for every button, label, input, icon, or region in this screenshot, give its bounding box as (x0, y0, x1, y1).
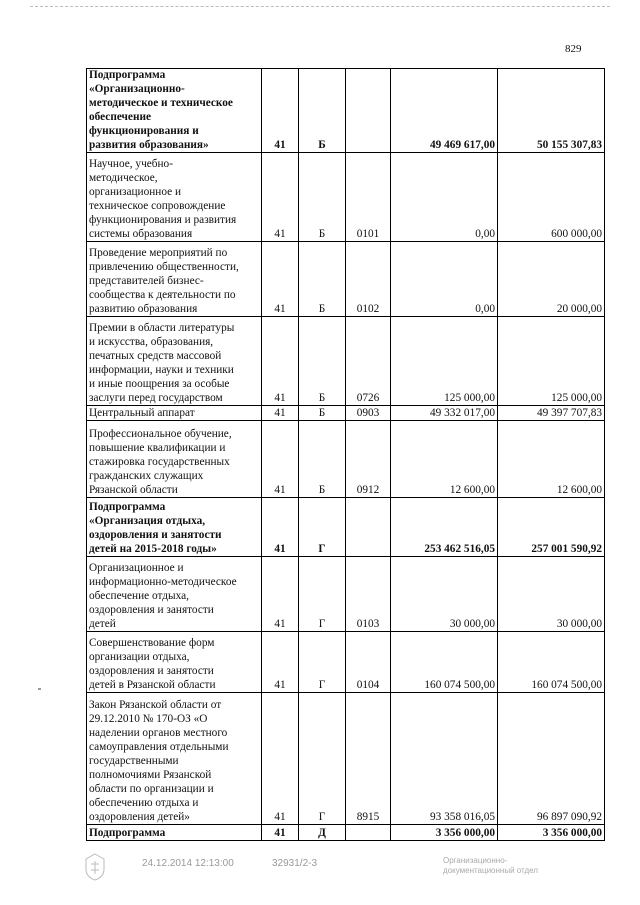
row-item-code: 0912 (346, 421, 391, 498)
table-row (87, 421, 605, 498)
row-name: Подпрограмма (87, 825, 262, 841)
row-section: Б (299, 153, 346, 242)
row-name: Организационное и информационно-методическое обеспечение отдыха, оздоровления и занятости детей (87, 557, 262, 632)
budget-table-body (87, 69, 605, 841)
row-item-code: 0103 (346, 557, 391, 632)
row-code: 41 (262, 317, 299, 406)
row-code: 41 (262, 69, 299, 153)
row-amount-1: 49 469 617,00 (391, 69, 498, 153)
row-amount-2: 20 000,00 (498, 242, 605, 317)
row-amount-2: 257 001 590,92 (498, 498, 605, 557)
page-footer (0, 856, 640, 896)
footer-date: 24.12.2014 12:13:00 (142, 858, 234, 869)
table-row (87, 557, 605, 632)
row-code: 41 (262, 693, 299, 825)
table-row (87, 498, 605, 557)
row-amount-1: 49 332 017,00 (391, 406, 498, 421)
row-amount-1: 12 600,00 (391, 421, 498, 498)
table-row (87, 825, 605, 841)
row-item-code (346, 825, 391, 841)
row-code: 41 (262, 498, 299, 557)
table-row (87, 693, 605, 825)
row-amount-2: 3 356 000,00 (498, 825, 605, 841)
row-name: Подпрограмма «Организация отдыха, оздоровления и занятости детей на 2015-2018 годы» (87, 498, 262, 557)
row-code: 41 (262, 557, 299, 632)
table-row (87, 242, 605, 317)
row-item-code: 0102 (346, 242, 391, 317)
row-amount-2: 49 397 707,83 (498, 406, 605, 421)
coat-of-arms-icon (82, 852, 108, 882)
table-row (87, 153, 605, 242)
row-amount-2: 125 000,00 (498, 317, 605, 406)
row-section: Д (299, 825, 346, 841)
footer-doc-number: 32931/2-3 (272, 858, 318, 869)
row-amount-1: 93 358 016,05 (391, 693, 498, 825)
row-name: Проведение мероприятий по привлечению общественности, представителей бизнес- сообщества к деятельности по развитию образования (87, 242, 262, 317)
row-section: Г (299, 693, 346, 825)
row-section: Г (299, 632, 346, 693)
row-amount-1: 0,00 (391, 242, 498, 317)
row-item-code: 0101 (346, 153, 391, 242)
row-amount-1: 0,00 (391, 153, 498, 242)
row-section: Б (299, 242, 346, 317)
page-number: 829 (565, 43, 582, 55)
row-section: Б (299, 421, 346, 498)
row-section: Б (299, 69, 346, 153)
row-name: Закон Рязанской области от 29.12.2010 № 170-ОЗ «О наделении органов местного самоуправления отдельными государственными полномочиями Рязанской области по организации и обеспечению отдыха и оздоровления детей» (87, 693, 262, 825)
row-item-code: 0726 (346, 317, 391, 406)
footer-stamp: Организационно- документационный отдел (443, 856, 538, 875)
row-item-code: 0903 (346, 406, 391, 421)
table-row (87, 317, 605, 406)
row-code: 41 (262, 153, 299, 242)
row-item-code: 0104 (346, 632, 391, 693)
row-section: Б (299, 317, 346, 406)
row-name: Профессиональное обучение, повышение квалификации и стажировка государственных гражданских служащих Рязанской области (87, 421, 262, 498)
row-amount-1: 30 000,00 (391, 557, 498, 632)
table-row (87, 406, 605, 421)
row-code: 41 (262, 825, 299, 841)
top-scan-edge (30, 6, 610, 8)
row-name: Центральный аппарат (87, 406, 262, 421)
row-amount-1: 253 462 516,05 (391, 498, 498, 557)
scan-mark (38, 688, 41, 690)
row-amount-2: 600 000,00 (498, 153, 605, 242)
row-section: Г (299, 557, 346, 632)
table-row (87, 69, 605, 153)
row-section: Б (299, 406, 346, 421)
row-section: Г (299, 498, 346, 557)
row-amount-2: 96 897 090,92 (498, 693, 605, 825)
budget-table (86, 68, 605, 841)
row-amount-2: 12 600,00 (498, 421, 605, 498)
row-code: 41 (262, 406, 299, 421)
row-name: Премии в области литературы и искусства, образования, печатных средств массовой информации, науки и техники и иные поощрения за особые заслуги перед государством (87, 317, 262, 406)
row-item-code (346, 69, 391, 153)
row-amount-1: 160 074 500,00 (391, 632, 498, 693)
row-amount-2: 30 000,00 (498, 557, 605, 632)
table-row (87, 632, 605, 693)
row-amount-2: 50 155 307,83 (498, 69, 605, 153)
row-code: 41 (262, 632, 299, 693)
row-amount-1: 3 356 000,00 (391, 825, 498, 841)
row-amount-2: 160 074 500,00 (498, 632, 605, 693)
row-code: 41 (262, 242, 299, 317)
row-item-code: 8915 (346, 693, 391, 825)
row-name: Научное, учебно- методическое, организационное и техническое сопровождение функционирования и развития системы образования (87, 153, 262, 242)
row-amount-1: 125 000,00 (391, 317, 498, 406)
row-item-code (346, 498, 391, 557)
row-code: 41 (262, 421, 299, 498)
row-name: Подпрограмма «Организационно- методическое и техническое обеспечение функционирования и развития образования» (87, 69, 262, 153)
row-name: Совершенствование форм организации отдыха, оздоровления и занятости детей в Рязанской области (87, 632, 262, 693)
